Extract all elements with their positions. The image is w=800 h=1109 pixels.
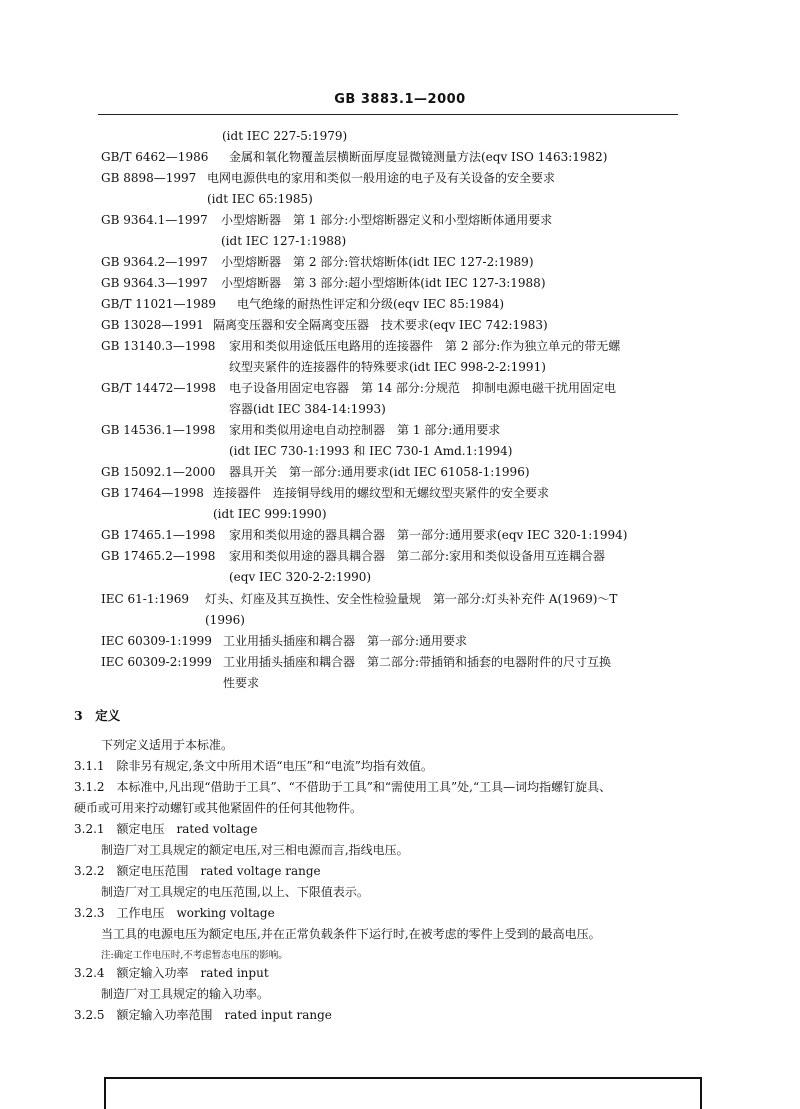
clause-3-2-3-note: 注:确定工作电压时,不考虑暂态电压的影响。	[101, 950, 288, 961]
reference-item: GB 14536.1—1998 家用和类似用途电自动控制器 第 1 部分:通用要求	[101, 423, 501, 437]
page-header-title: GB 3883.1—2000	[334, 92, 466, 107]
reference-item: GB 8898—1997 电网电源供电的家用和类似一般用途的电子及有关设备的安全要求	[101, 171, 556, 185]
reference-item: GB 15092.1—2000 器具开关 第一部分:通用要求(idt IEC 61058-1:1996)	[101, 465, 530, 479]
reference-item: GB/T 11021—1989 电气绝缘的耐热性评定和分级(eqv IEC 85:1984)	[101, 297, 505, 311]
clause-3-1-2-continued: 硬币或可用来拧动螺钉或其他紧固件的任何其他物件。	[74, 801, 363, 815]
reference-item: GB/T 14472—1998 电子设备用固定电容器 第 14 部分:分规范 抑制电源电磁干扰用固定电	[101, 381, 616, 395]
clause-3-2-1-definition: 制造厂对工具规定的额定电压,对三相电源而言,指线电压。	[101, 843, 409, 857]
clause-3-2-1-heading: 3.2.1 额定电压 rated voltage	[74, 822, 258, 836]
clause-3-2-2-definition: 制造厂对工具规定的电压范围,以上、下限值表示。	[101, 885, 369, 899]
reference-continuation: 纹型夹紧件的连接器件的特殊要求(idt IEC 998-2-2:1991)	[229, 360, 546, 374]
reference-item: IEC 60309-2:1999 工业用插头插座和耦合器 第二部分:带插销和插套的电器附件的尺寸互换	[101, 655, 612, 669]
clause-3-2-2-heading: 3.2.2 额定电压范围 rated voltage range	[74, 864, 321, 878]
reference-continuation: 性要求	[223, 676, 260, 690]
clause-3-1-2: 3.1.2 本标准中,凡出现“借助于工具”、“不借助于工具”和“需使用工具”处,“工具—词均指螺钉旋具、	[74, 780, 612, 794]
header-rule	[98, 114, 678, 115]
reference-continuation: (1996)	[205, 613, 245, 627]
reference-item: IEC 60309-1:1999 工业用插头插座和耦合器 第一部分:通用要求	[101, 634, 468, 648]
clause-3-2-3-definition: 当工具的电源电压为额定电压,并在正常负载条件下运行时,在被考虑的零件上受到的最高电压。	[101, 927, 601, 941]
reference-item: GB 13140.3—1998 家用和类似用途低压电路用的连接器件 第 2 部分:作为独立单元的带无螺	[101, 339, 621, 353]
reference-continuation: (idt IEC 65:1985)	[207, 192, 313, 206]
reference-item: IEC 61-1:1969 灯头、灯座及其互换性、安全性检验量规 第一部分:灯头补充件 A(1969)～T	[101, 592, 618, 606]
clause-3-1-1: 3.1.1 除非另有规定,条文中所用术语“电压”和“电流”均指有效值。	[74, 759, 433, 773]
reference-item: GB 9364.2—1997 小型熔断器 第 2 部分:管状熔断体(idt IEC 127-2:1989)	[101, 255, 534, 269]
reference-item: GB 9364.1—1997 小型熔断器 第 1 部分:小型熔断器定义和小型熔断体通用要求	[101, 213, 553, 227]
reference-item: GB 9364.3—1997 小型熔断器 第 3 部分:超小型熔断体(idt IEC 127-3:1988)	[101, 276, 546, 290]
clause-3-2-4-definition: 制造厂对工具规定的输入功率。	[101, 987, 270, 1001]
section-heading: 3 定义	[74, 708, 121, 723]
reference-item: GB 13028—1991 隔离变压器和安全隔离变压器 技术要求(eqv IEC 742:1983)	[101, 318, 548, 332]
clause-3-2-3-heading: 3.2.3 工作电压 working voltage	[74, 906, 275, 920]
section-intro: 下列定义适用于本标准。	[101, 738, 234, 752]
reference-continuation: 容器(idt IEC 384-14:1993)	[229, 402, 386, 416]
clause-3-2-5-heading: 3.2.5 额定输入功率范围 rated input range	[74, 1008, 332, 1022]
bottom-frame	[104, 1077, 702, 1109]
reference-continuation: (eqv IEC 320-2-2:1990)	[229, 570, 372, 584]
reference-continuation: (idt IEC 227-5:1979)	[222, 129, 348, 143]
clause-3-2-4-heading: 3.2.4 额定输入功率 rated input	[74, 966, 269, 980]
reference-item: GB 17464—1998 连接器件 连接铜导线用的螺纹型和无螺纹型夹紧件的安全要求	[101, 486, 550, 500]
reference-item: GB 17465.2—1998 家用和类似用途的器具耦合器 第二部分:家用和类似设备用互连耦合器	[101, 549, 606, 563]
reference-item: GB/T 6462—1986 金属和氧化物覆盖层横断面厚度显微镜测量方法(eqv ISO 1463:1982)	[101, 150, 608, 164]
reference-item: GB 17465.1—1998 家用和类似用途的器具耦合器 第一部分:通用要求(eqv IEC 320-1:1994)	[101, 528, 628, 542]
reference-continuation: (idt IEC 999:1990)	[213, 507, 327, 521]
reference-continuation: (idt IEC 730-1:1993 和 IEC 730-1 Amd.1:1994)	[229, 444, 513, 458]
reference-continuation: (idt IEC 127-1:1988)	[221, 234, 347, 248]
